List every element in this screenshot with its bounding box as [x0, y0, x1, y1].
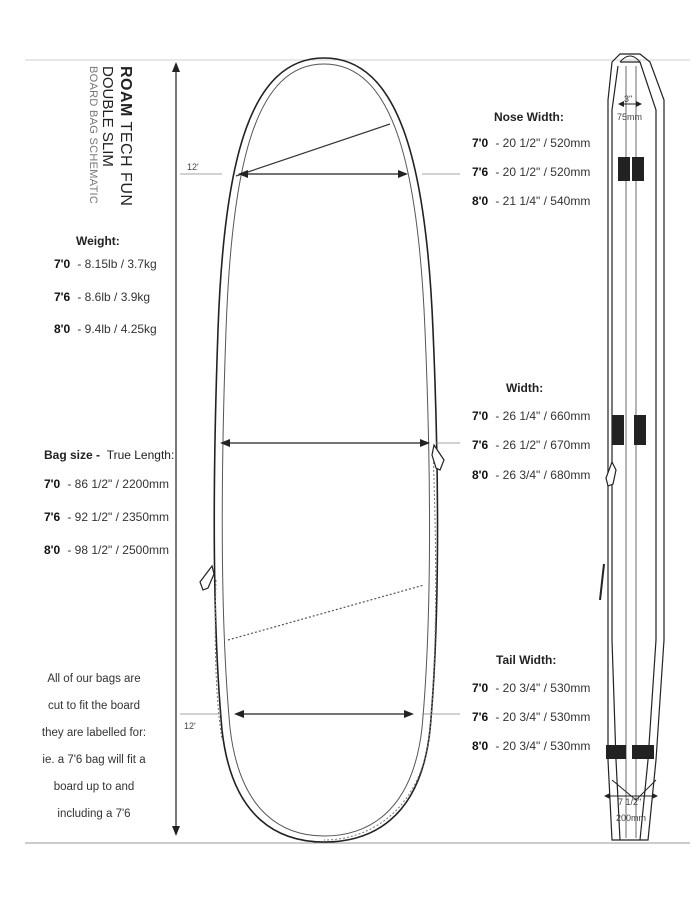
- bag-size-row: 7'0 - 86 1/2" / 2200mm: [44, 477, 169, 491]
- tail-width-row: 7'0 - 20 3/4" / 530mm: [472, 681, 591, 695]
- weight-row: 7'6 - 8.6lb / 3.9kg: [54, 290, 151, 304]
- nose-width-row: 7'0 - 20 1/2" / 520mm: [472, 136, 591, 150]
- weight-row: 8'0 - 9.4lb / 4.25kg: [54, 322, 157, 336]
- tail-strap-right: [632, 745, 654, 759]
- note-line: board up to and: [53, 781, 135, 793]
- thickness-bottom-inches: 7 1/2": [618, 797, 642, 807]
- tail-offset-mark: 12': [184, 721, 196, 731]
- width-arrow: [220, 439, 460, 447]
- nose-strap-left: [618, 157, 630, 181]
- bag-size-heading: Bag size - True Length:: [44, 448, 175, 462]
- width-row: 8'0 - 26 3/4" / 680mm: [472, 468, 591, 482]
- nose-width-heading: Nose Width:: [494, 110, 564, 124]
- title-line-1: [116, 66, 134, 226]
- nose-strap-right: [632, 157, 644, 181]
- weight-heading: Weight:: [76, 234, 120, 248]
- nose-width-arrow: [180, 170, 460, 178]
- side-zip-right: [324, 450, 436, 840]
- tail-width-row: 8'0 - 20 3/4" / 530mm: [472, 739, 591, 753]
- brand-name: ROAM: [117, 66, 134, 117]
- nose-offset-mark: 12': [187, 162, 199, 172]
- weight-row: 7'0 - 8.15lb / 3.7kg: [54, 257, 157, 271]
- tail-width-row: 7'6 - 20 3/4" / 530mm: [472, 710, 591, 724]
- tail-width-heading: Tail Width:: [496, 653, 557, 667]
- nose-width-row: 7'6 - 20 1/2" / 520mm: [472, 165, 591, 179]
- nose-zipper-line: [236, 124, 390, 176]
- thickness-top-mm: 75mm: [617, 112, 643, 122]
- note-line: they are labelled for:: [41, 727, 147, 739]
- mid-strap-right: [634, 415, 646, 445]
- thickness-top-inches: 3": [624, 94, 633, 104]
- note-line: ie. a 7'6 bag will fit a: [42, 754, 146, 766]
- nose-width-row: 8'0 - 21 1/4" / 540mm: [472, 194, 591, 208]
- fit-note: [24, 666, 164, 828]
- note-line: cut to fit the board: [47, 700, 141, 712]
- title-block: [64, 66, 134, 226]
- width-heading: Width:: [506, 381, 544, 395]
- product-name: TECH FUN: [117, 121, 134, 207]
- mid-strap-left: [612, 415, 624, 445]
- zipper-pull-left: [200, 566, 214, 590]
- product-model: DOUBLE SLIM: [99, 66, 116, 167]
- schematic-label: BOARD BAG SCHEMATIC: [87, 66, 99, 205]
- note-line: All of our bags are: [47, 673, 141, 685]
- tail-strap-left: [606, 745, 626, 759]
- bag-size-row: 7'6 - 92 1/2" / 2350mm: [44, 510, 169, 524]
- thickness-bottom-mm: 200mm: [616, 813, 647, 823]
- note-line: including a 7'6: [57, 808, 131, 820]
- width-row: 7'6 - 26 1/2" / 670mm: [472, 438, 591, 452]
- bag-size-row: 8'0 - 98 1/2" / 2500mm: [44, 543, 169, 557]
- tail-zipper-line: [228, 585, 424, 640]
- tail-width-arrow: [180, 710, 460, 718]
- width-row: 7'0 - 26 1/4" / 660mm: [472, 409, 591, 423]
